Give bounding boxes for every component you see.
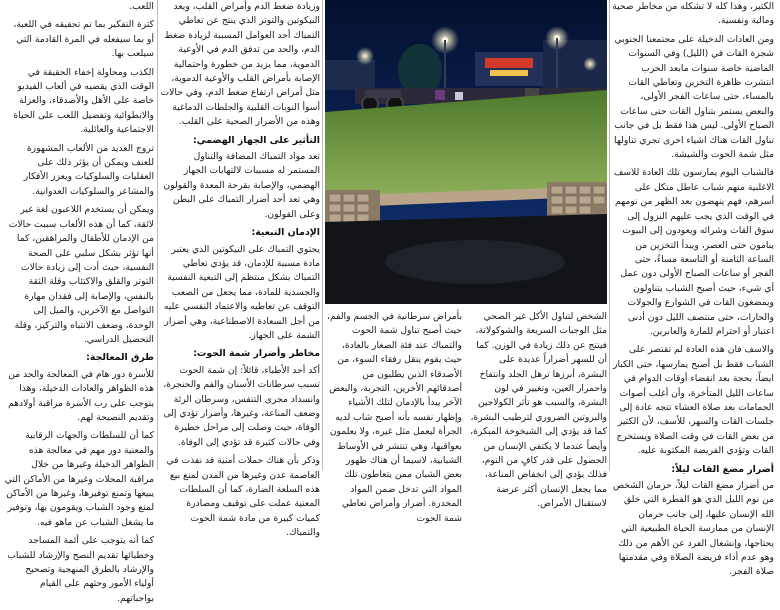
paragraph: ومن العادات الدخيلة على مجتمعنا الجنوبي شجرة القات في (الليل) وفي السنوات الماضية خاصة سنوات مابعد الحرب انتشرت ظاهرة التخزين وتعاطي القات بالمساء، حتى ساعات الفجر الأولى، والبعض يستمر بتناول القات حتى ساعات الصباح الأولى. ليس هذا فقط بل في جانب تناول القات هناك اشياء اخرى تجري تناولها مثل شمة الحوت والشيشة. [614,33,774,161]
paragraph: تعد مواد التمباك المضافة والتناول المستمر له مسببات لالتهابات الجهاز الهضمي، والإصابة بقرحة المعدة والقولون وهي تعد أحد أضرار التمباك على البطن وعلى القولون. [163,151,320,220]
paragraph: فالشباب اليوم يمارسون تلك العادة للاسف الاغلبية منهم شباب عاطل متكل على أسرهم، فهم ينهضون بعد الظهر من نومهم في الوقت الذي يجب عليهم النزول إلى سوق القات وشرائه ويعودون إلى البيوت ينامون حتى العصر، ويبدأ التخزين من الساعة الثامنة أو التاسعة مساءً، حتى الفجر أو ساعات الصباح الأولى دون عمل أي شيء، حيث أصبح الشباب يتناولون ويمضغون القات في الشوارع والجولات والحارات، حتى منتصف الليل دون أدنى اعتبار أو احترام للمارة والعابرين. [613,167,774,337]
paragraph: كما أنه يتوجب على أئمة المساجد وخطبائها تقديم النصح والإرشاد للشباب والإرشاد بالطرق المنهجية وتصحيح أولياء الأمور وحثهم على القيام بواجباتهم. [7,535,154,604]
section-heading: الإدمان التبعية: [251,227,320,239]
article-column-4 [4,0,154,610]
paragraph: يحتوي التمباك على النيكوتين الذي يعتبر مادة مسببة للإدمان، قد يؤدي تعاطي التمباك بشكل منتظم إلى التبعية النفسية والجسدية للمادة، مما يجعل من الصعب التوقف عن تعاطيه والاعتماد النفسي عليه من أجل السعادة الاصطناعية، وهي أضرار الشمة على الجهاز. [163,243,320,341]
paragraph: ويمكن أن يستخدم اللاعبون لغة غير لائقة، كما أن هذه الألعاب سببت حالات من الإدمان للأطفال والمراهقين، كما أنها تؤثر بشكل سلبي على الصحة النفسية، حيث أدت إلى زيادة حالات التوتر والقلق والاكتئاب وقلة الثقة بالنفس، والإصابة إلى فقدان مهارة التواصل مع الآخرين، والميل إلى الوحدة، وضعف الانتباه والتركيز، وقلة التحصيل الدراسي. [8,204,154,345]
paragraph: اللعب. [129,1,154,12]
article-column-3 [160,0,320,545]
column-divider [322,0,323,470]
paragraph: وذكر بأن هناك حملات أمنية قد نفذت في العاصمة عدن وغيرها من المدن لمنع بيع هذه السلعة الضارة، كما أن السلطات المعنية عملت على توقيف ومصادرة كميات كبيرة من مادة شمة الحوت والتمباك. [166,455,320,539]
section-heading: التأثير على الجهاز الهضمي: [192,134,320,146]
paragraph: وزيادة ضغط الدم وأمراض القلب، ويعد النيكوتين والتوتر الذي ينتج عن تعاطي التمباك أحد العوامل المسببة لزيادة ضغط الدم، والحد من تدفق الدم في الأوعية الدموية، مما يزيد من خطورة واحتمالية الإصابة بأمراض القلب والأوعية الدموية، مثل أمراض ارتفاع ضغط الدم، وفي حالات أسوأ النوبات القلبية والجلطات الدماغية وهذه من الأضرار الصحية على القلب. [160,1,320,128]
column-divider [609,0,610,470]
section-heading: مخاطر وأضرار شمة الحوت: [193,348,320,360]
paragraph: والاسف فان هذه العادة لم تقتصر على الشباب فقط بل أصبح يمارسها، حتى الكبار ايضاً، بحجة بعد انقضاء أوقات الدوام في ساعات الليل المتأخرة، وأن أغلب أصوات الحمامات بعد صلاة العشاء تتجه عادة إلى جلسات القات والسهر، للأسف، لأن الكثير من بعض القات في وقت الصلاة ويستخرج القات وتؤدي الفريضة المكتوبة عليه. [613,344,774,457]
paragraph: كما أن للسلطات والجهات الرقابية والمعنية دور مهم في معالجة هذه الظواهر الدخيلة وغيرها من خلال مراقبة المحلات وغيرها من الأماكن التي يبيعها وتمنع توفيرها، وغيرها من الأماكن لمنع وجود الشباب ويقومون بها، وتوفير ما يشغل الشباب عن ماهو فيه. [4,430,154,528]
paragraph: من أضرار مضغ القات ليلاً، حرمان الشخص من نوم الليل الذي هو الفطرة التي خلق الله الإنسان عليها، إلى جانب حرمان الإنسان من ممارسة الحياة الطبيعية التي يحتاجها، وإنشغال الفرد عن الأهم من ذلك وهو عدم أداء فريضة الصلاة وفي مقدمتها صلاة الفجر. [612,480,774,578]
section-heading: طرق المعالجة: [86,352,154,364]
article-photo [325,0,607,304]
column-divider [157,0,158,470]
section-heading: أضرار مضغ القات ليلاً: [671,463,774,475]
paragraph: الشخص لتناول الأكل غير الصحي مثل الوجبات السريعة والشوكولاتة، فينتج عن ذلك زيادة في الوزن. كما أن للسهر أضراراً عديدة على البشرة، أبرزها ترهل الجلد وانتفاخ واحمرار العين، وتغيير في لون البشرة، والسبب هو تأثر الكولاجين والبروتين الضروري لترطيب البشرة، كما قد يؤدي إلى الشيخوخة المبكرة، وأيضاً عندما لا يكتفي الإنسان من الحصول على قدر كافٍ من النوم، فذلك يؤدي إلى انخفاض المناعة، مما يجعل الإنسان أكثر عرضة لاستقبال الأمراض. [470,311,607,510]
paragraph: تروج العديد من الألعاب المشهورة للعنف ويمكن أن يؤثر ذلك على العقليات والسلوكيات ويعزز الأفكار والمشاعر والسلوكيات العدوانية. [23,142,154,197]
paragraph: الكثير، وهذا كله لا تشكله من مخاطر صحية ومالية ونفسية. [612,1,774,27]
article-column-1 [612,0,774,584]
paragraph: أكد أحد الأطباء، قائلاً: إن شمة الحوت تسبب سرطانات الأسنان والفم والحنجرة، وانسداد مجرى التنفس، وسرطان الرئة وضعف المناعة، وغيرها، وأضرار تؤدي إلى الوفاة، حيث وصلت إلى مراحل خطيرة وفي حالات كثيرة قد تؤدي إلى الوفاة. [163,364,320,448]
paragraph: بأمراض سرطانية في الجسم والفم، حيث أصبح تناول شمة الحوت والتمباك عند فئة الصغار بالعادة، حيث يقوم ينقل رفقاء السوء، من الأصدقاء الذين يطلبون من أصدقائهم الأخرين، التجربة، والبعض الآخر يبدأ بالإدمان لتلك الأشياء وإظهار نفسه بأنه أصبح شاب لديه الجرأة ليعمل مثل غيره، ولا يعلمون بعواقبها، وهي تنتشر في الأوساط الشبابية، لاسيما أن هناك ظهور بعض الشبان ممن يتعاطون تلك المواد التي تدخل ضمن المواد المخدرة. أضرار وأمراض تعاطي شمة الحوت [327,311,462,524]
paragraph: كثرة التفكير بما تم تحقيقه في اللعبة، أو بما سيفعله في المرة القادمة التي سيلعب بها. [13,19,154,60]
paragraph: الكذب ومحاولة إخفاء الحقيقة في الوقت الذي يقضيه في ألعاب الفيديو خاصة على الأهل والأصدقاء، والعزلة والانطوائية وتفضيل اللعب على الحياة الاجتماعية والعائلية. [13,66,154,136]
night-street-photo [325,0,607,304]
paragraph: للأسرة دور هام في المعالجة والحد من هذه الظواهر والعادات الدخيلة، وهذا يتوجب على رب الأسرة مراقبة أولادهم وتقديم النصيحة لهم. [8,368,154,423]
